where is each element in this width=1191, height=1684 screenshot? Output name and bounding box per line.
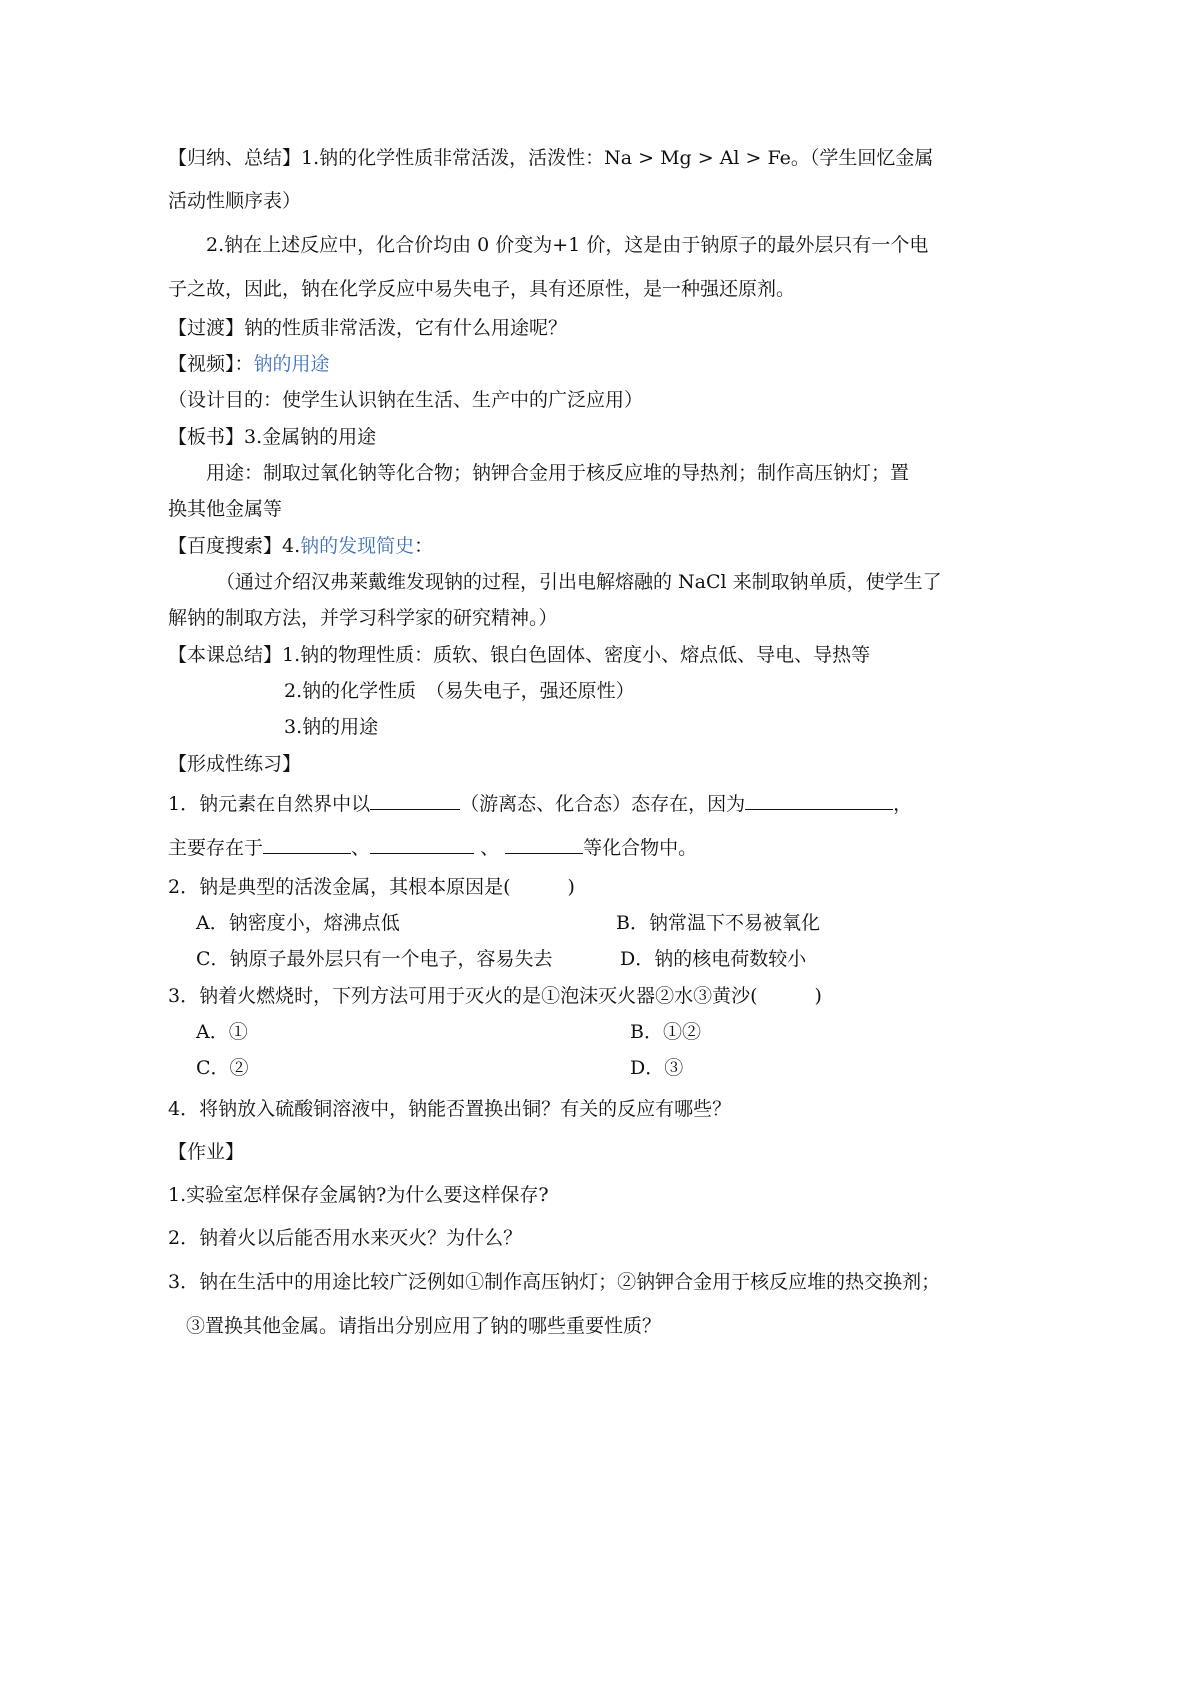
board-line-1: 用途：制取过氧化钠等化合物；钠钾合金用于核反应堆的导热剂；制作高压钠灯；置 (206, 462, 910, 484)
practice-q3-stem: 3．钠着火燃烧时，下列方法可用于灭火的是①泡沫灭火器②水③黄沙( ) (168, 985, 822, 1007)
summary-line-1: 【归纳、总结】1.钠的化学性质非常活泼，活泼性：Na > Mg > Al > Fe。（学生回忆金属 (168, 147, 934, 169)
q1-blank-3[interactable] (263, 835, 351, 854)
q1-text-4: 主要存在于 (168, 837, 264, 859)
practice-q1-line-1 (168, 791, 912, 817)
practice-q4: 4．将钠放入硫酸铜溶液中，钠能否置换出铜？有关的反应有哪些？ (168, 1098, 732, 1120)
q3-option-d[interactable]: D．③ (630, 1057, 684, 1079)
q3-option-b[interactable]: B．①② (630, 1021, 701, 1043)
baidu-colon: ： (414, 535, 434, 557)
video-label: 【视频】： (168, 353, 254, 375)
discovery-line-2: 解钠的制取方法，并学习科学家的研究精神。） (168, 607, 558, 629)
q2-option-a[interactable]: A．钠密度小，熔沸点低 (196, 912, 400, 934)
q2-option-d[interactable]: D．钠的核电荷数较小 (620, 948, 807, 970)
board-title: 【板书】3.金属钠的用途 (168, 426, 377, 448)
transition-text: 【过渡】钠的性质非常活泼，它有什么用途呢？ (168, 317, 568, 339)
q3-option-c[interactable]: C．② (196, 1057, 249, 1079)
practice-title: 【形成性练习】 (168, 753, 302, 775)
q1-blank-1[interactable] (370, 791, 460, 810)
q1-sep-2: 、 (474, 837, 500, 859)
lesson-summary-line-2: 2.钠的化学性质 （易失电子，强还原性） (284, 680, 635, 702)
homework-q1: 1.实验室怎样保存金属钠?为什么要这样保存? (168, 1184, 549, 1206)
baidu-line (168, 533, 433, 559)
homework-q3-line-2: ③置换其他金属。请指出分别应用了钠的哪些重要性质？ (186, 1315, 662, 1337)
summary-line-3: 2.钠在上述反应中，化合价均由 0 价变为+1 价，这是由于钠原子的最外层只有一个电 (206, 234, 929, 256)
baidu-label: 【百度搜索】4. (168, 535, 301, 557)
homework-q3-line-1: 3．钠在生活中的用途比较广泛例如①制作高压钠灯；②钠钾合金用于核反应堆的热交换剂； (168, 1271, 941, 1293)
board-line-2: 换其他金属等 (168, 498, 283, 520)
q1-sep-1: 、 (351, 837, 371, 859)
lesson-summary-line-1: 【本课总结】1.钠的物理性质：质软、银白色固体、密度小、熔点低、导电、导热等 (168, 644, 871, 666)
homework-title: 【作业】 (168, 1141, 245, 1163)
q3-option-a[interactable]: A．① (196, 1021, 248, 1043)
q1-text-2: （游离态、化合态）态存在，因为 (460, 793, 746, 815)
q1-text-1: 1．钠元素在自然界中以 (168, 793, 371, 815)
video-line (168, 351, 330, 377)
design-purpose: （设计目的：使学生认识钠在生活、生产中的广泛应用） (168, 389, 644, 411)
baidu-link[interactable]: 钠的发现简史 (300, 535, 415, 557)
q1-text-3: ， (893, 793, 913, 815)
summary-line-4: 子之故，因此，钠在化学反应中易失电子，具有还原性，是一种强还原剂。 (168, 278, 796, 300)
practice-q1-line-2 (168, 835, 697, 861)
q1-blank-2[interactable] (745, 791, 893, 810)
homework-q2: 2．钠着火以后能否用水来灭火？为什么？ (168, 1227, 523, 1249)
video-link[interactable]: 钠的用途 (253, 353, 330, 375)
summary-line-2: 活动性顺序表） (168, 190, 302, 212)
q2-option-c[interactable]: C．钠原子最外层只有一个电子，容易失去 (196, 948, 553, 970)
lesson-summary-line-3: 3.钠的用途 (284, 716, 379, 738)
practice-q2-stem: 2．钠是典型的活泼金属，其根本原因是( ) (168, 876, 575, 898)
q1-text-5: 等化合物中。 (583, 837, 698, 859)
q1-blank-5[interactable] (505, 835, 583, 854)
discovery-line-1: （通过介绍汉弗莱戴维发现钠的过程，引出电解熔融的 NaCl 来制取钠单质，使学生了 (216, 571, 942, 593)
q1-blank-4[interactable] (370, 835, 474, 854)
q2-option-b[interactable]: B．钠常温下不易被氧化 (616, 912, 820, 934)
